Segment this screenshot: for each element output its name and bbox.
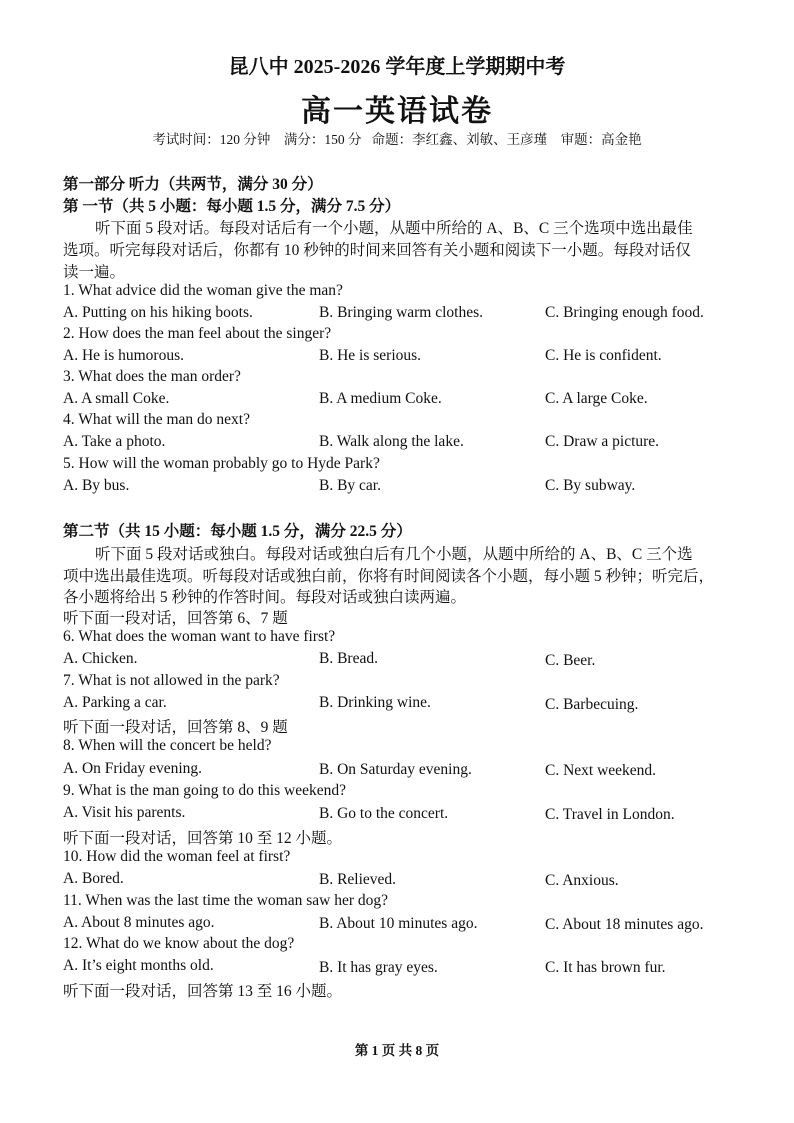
option-b: B. Bringing warm clothes.: [319, 304, 484, 321]
question-10: 10. How did the woman feel at first?: [63, 848, 291, 865]
option-a: A. About 8 minutes ago.: [63, 914, 215, 931]
question-9: 9. What is the man going to do this weekend?: [63, 782, 346, 799]
option-c: C. Barbecuing.: [545, 696, 639, 713]
question-6: 6. What does the woman want to have first?: [63, 628, 336, 645]
listen-note: 听下面一段对话，回答第 10 至 12 小题。: [63, 830, 343, 847]
option-b: B. A medium Coke.: [319, 390, 442, 407]
option-c: C. It has brown fur.: [545, 959, 666, 976]
section1-heading: 第 一节（共 5 小题：每小题 1.5 分，满分 7.5 分）: [63, 198, 401, 215]
option-a: A. Parking a car.: [63, 694, 167, 711]
option-c: C. He is confident.: [545, 347, 662, 364]
exam-title: 高一英语试卷: [301, 95, 493, 128]
listen-note: 听下面一段对话，回答第 13 至 16 小题。: [63, 983, 343, 1000]
section2-instruction: 项中选出最佳选项。听每段对话或独白前，你将有时间阅读各个小题，每小题 5 秒钟；听完后，: [63, 568, 715, 585]
listen-note: 听下面一段对话，回答第 8、9 题: [63, 719, 288, 736]
option-a: A. Bored.: [63, 870, 124, 887]
option-a: A. By bus.: [63, 477, 130, 494]
part1-heading: 第一部分 听力（共两节，满分 30 分）: [63, 176, 323, 193]
question-12: 12. What do we know about the dog?: [63, 935, 295, 952]
option-c: C. About 18 minutes ago.: [545, 916, 704, 933]
option-c: C. Draw a picture.: [545, 433, 660, 450]
option-b: B. Walk along the lake.: [319, 433, 464, 450]
section1-instruction: 听下面 5 段对话。每段对话后有一个小题，从题中所给的 A、B、C 三个选项中选出最佳: [95, 220, 693, 237]
page-number: 第 1 页 共 8 页: [354, 1043, 440, 1058]
option-a: A. It’s eight months old.: [63, 957, 214, 974]
question-7: 7. What is not allowed in the park?: [63, 672, 280, 689]
option-c: C. Beer.: [545, 652, 596, 669]
option-b: B. Relieved.: [319, 871, 397, 888]
option-c: C. Next weekend.: [545, 762, 657, 779]
listen-note: 听下面一段对话，回答第 6、7 题: [63, 610, 288, 627]
section1-instruction: 读一遍。: [63, 264, 126, 281]
option-b: B. By car.: [319, 477, 381, 494]
section2-instruction: 各小题将给出 5 秒钟的作答时间。每段对话或独白读两遍。: [63, 589, 467, 606]
option-a: A. He is humorous.: [63, 347, 184, 364]
option-b: B. Go to the concert.: [319, 805, 449, 822]
question-3: 3. What does the man order?: [63, 368, 241, 385]
option-a: A. Putting on his hiking boots.: [63, 304, 253, 321]
option-b: B. Bread.: [319, 650, 378, 667]
option-c: C. Bringing enough food.: [545, 304, 704, 321]
section2-instruction: 听下面 5 段对话或独白。每段对话或独白后有几个小题，从题中所给的 A、B、C 三个选: [95, 546, 693, 563]
option-c: C. A large Coke.: [545, 390, 648, 407]
question-4: 4. What will the man do next?: [63, 411, 250, 428]
option-b: B. On Saturday evening.: [319, 761, 472, 778]
option-a: A. A small Coke.: [63, 390, 170, 407]
option-b: B. He is serious.: [319, 347, 422, 364]
question-8: 8. When will the concert be held?: [63, 737, 272, 754]
option-b: B. About 10 minutes ago.: [319, 915, 478, 932]
option-a: A. On Friday evening.: [63, 760, 203, 777]
section2-heading: 第二节（共 15 小题：每小题 1.5 分，满分 22.5 分）: [63, 523, 412, 540]
question-2: 2. How does the man feel about the singer?: [63, 325, 332, 342]
option-c: C. Anxious.: [545, 872, 619, 889]
exam-info: 考试时间：120 分钟 满分：150 分 命题：李红鑫、刘敏、王彦瑾 审题：高金艳: [152, 132, 642, 147]
option-b: B. It has gray eyes.: [319, 959, 438, 976]
school-title: 昆八中 2025-2026 学年度上学期期中考: [228, 56, 566, 78]
question-5: 5. How will the woman probably go to Hyde Park?: [63, 455, 380, 472]
option-b: B. Drinking wine.: [319, 694, 431, 711]
section1-instruction: 选项。听完每段对话后，你都有 10 秒钟的时间来回答有关小题和阅读下一小题。每段对话仅: [63, 242, 691, 259]
option-c: C. Travel in London.: [545, 806, 675, 823]
option-c: C. By subway.: [545, 477, 636, 494]
option-a: A. Visit his parents.: [63, 804, 186, 821]
question-1: 1. What advice did the woman give the man?: [63, 282, 343, 299]
question-11: 11. When was the last time the woman saw her dog?: [63, 892, 388, 909]
option-a: A. Take a photo.: [63, 433, 166, 450]
option-a: A. Chicken.: [63, 650, 138, 667]
